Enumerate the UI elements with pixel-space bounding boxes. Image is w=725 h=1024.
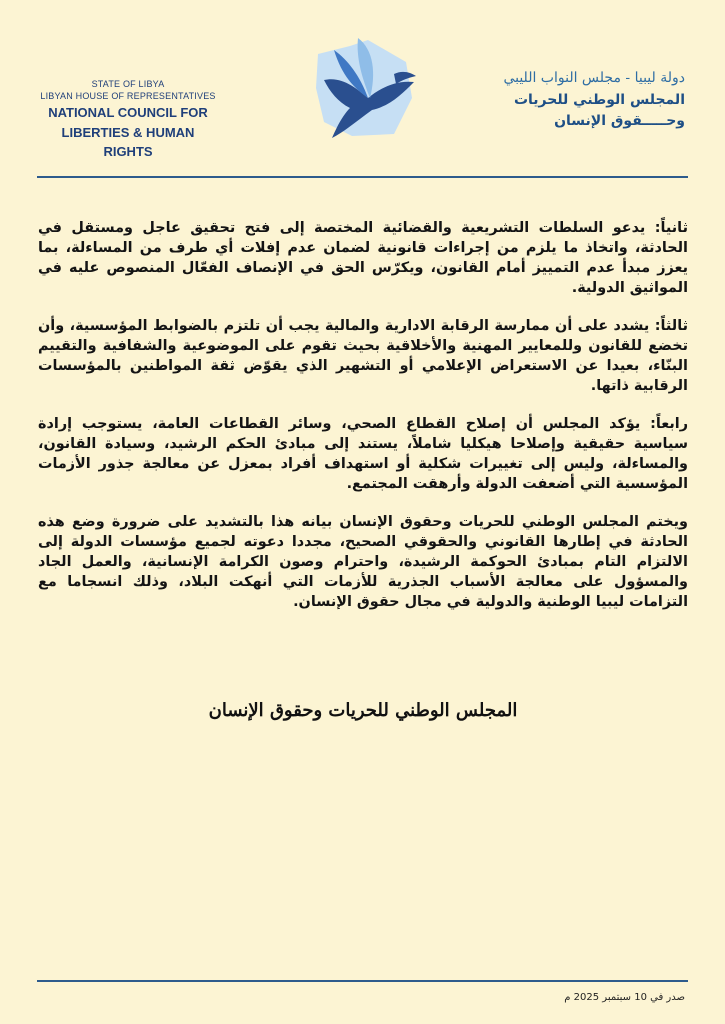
arabic-council-name-line2: وحـــــقوق الإنسان: [554, 113, 685, 129]
arabic-council-name-line1: المجلس الوطني للحريات: [513, 92, 685, 108]
arabic-letterhead: [485, 66, 685, 132]
council-name-line2: LIBERTIES & HUMAN RIGHTS: [61, 125, 195, 159]
paragraph-third: ثالثاً: يشدد على أن ممارسة الرقابة الادارية والمالية يجب أن تلتزم بالضوابط المؤسسية، وأن تخضع للقانون وللمعايير المهنية والأخلاقية بحيث تقوم على الموضوعية والشفافية والتقييم البنّاء، بعيدا عن الاستعراض الإعلامي أو التشهير الذي يقوّض ثقة المواطنين بالمؤسسات الرقابية ذاتها.: [38, 318, 688, 394]
statement-body: [38, 218, 688, 630]
arabic-state-label: دولة ليبيا - مجلس النواب الليبي: [503, 70, 685, 86]
issue-date: صدر في 10 سبتمبر 2025 م: [564, 992, 685, 1003]
signature: المجلس الوطني للحريات وحقوق الإنسان: [208, 700, 518, 721]
dove-map-logo-icon: [310, 36, 420, 141]
council-name-line1: NATIONAL COUNCIL FOR: [48, 105, 208, 120]
footer-divider: [37, 980, 688, 982]
house-of-representatives-label: LIBYAN HOUSE OF REPRESENTATIVES: [40, 91, 216, 101]
state-of-libya-label: STATE OF LIBYA: [91, 79, 165, 89]
paragraph-fourth: رابعاً: يؤكد المجلس أن إصلاح القطاع الصحي، وسائر القطاعات العامة، يستوجب إرادة سياسية حقيقية وإصلاحا هيكليا شاملاً، يستند إلى مبادئ الحكم الرشيد، وسيادة القانون، والمساءلة، وليس إلى تغييرات شكلية أو استهداف أفراد بمعزل عن معالجة جذور الأزمات المؤسسية التي أضعفت الدولة وأرهقت المجتمع.: [38, 416, 688, 492]
letterhead: [0, 0, 725, 180]
english-letterhead: [38, 78, 218, 161]
paragraph-conclusion: ويختم المجلس الوطني للحريات وحقوق الإنسان بيانه هذا بالتشديد على ضرورة وضع هذه الحادثة في إطارها القانوني والحقوقي الصحيح، مجددا دعوته لجميع مؤسسات الدولة إلى الالتزام التام بمبادئ الحوكمة الرشيدة، واحترام وصون الكرامة الإنسانية، والعمل الجاد والمسؤول على معالجة الأسباب الجذرية للأزمات التي أنهكت البلاد، وذلك انسجاما مع التزامات ليبيا الوطنية والدولية في مجال حقوق الإنسان.: [38, 514, 688, 610]
paragraph-second: ثانياً: يدعو السلطات التشريعية والقضائية المختصة إلى فتح تحقيق عاجل ومستقل في الحادثة، واتخاذ ما يلزم من إجراءات قانونية لضمان عدم إفلات أي طرف من المساءلة، بما يعزز مبدأ عدم التمييز أمام القانون، ويكرّس الحق في الإنصاف الفعّال المنصوص عليه في المواثيق الدولية.: [38, 220, 688, 296]
header-divider: [37, 176, 688, 178]
